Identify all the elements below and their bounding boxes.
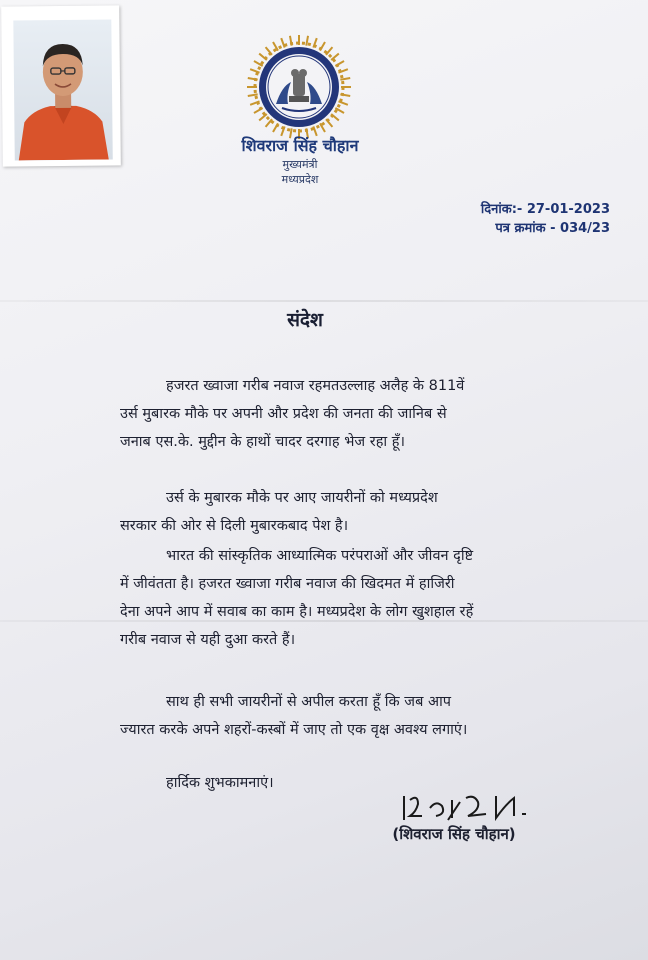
portrait-photo-icon bbox=[13, 19, 112, 160]
letter-date: दिनांक:- 27-01-2023 bbox=[480, 202, 610, 217]
paragraph-line: भारत की सांस्कृतिक आध्यात्मिक परंपराओं और जीवन दृष्टि bbox=[166, 548, 474, 564]
paragraph-3 bbox=[120, 542, 550, 654]
emblem-ray bbox=[340, 78, 350, 80]
paragraph-4 bbox=[120, 688, 550, 744]
emblem-ray bbox=[326, 47, 332, 55]
letter-meta bbox=[410, 200, 610, 238]
designation-text: मुख्यमंत्री bbox=[282, 158, 318, 171]
state-text: मध्यप्रदेश bbox=[281, 173, 319, 186]
paragraph-line: में जीवंतता है। हजरत ख्वाजा गरीब नवाज की खिदमत में हाजिरी bbox=[120, 576, 455, 592]
paragraph-line: देना अपने आप में सवाब का काम है। मध्यप्रदेश के लोग खुशहाल रहें bbox=[120, 604, 474, 620]
closing-greeting: हार्दिक शुभकामनाएं। bbox=[166, 775, 274, 791]
paragraph-line: साथ ही सभी जायरीनों से अपील करता हूँ कि जब आप bbox=[166, 694, 452, 710]
paper-fold bbox=[0, 300, 648, 302]
portrait-illustration bbox=[13, 19, 112, 160]
emblem-ray bbox=[266, 119, 272, 127]
letter-number: पत्र क्रमांक - 034/23 bbox=[495, 221, 610, 236]
paragraph-line: सरकार की ओर से दिली मुबारकबाद पेश है। bbox=[120, 518, 349, 534]
emblem-ray bbox=[281, 38, 284, 47]
paragraph-2 bbox=[120, 484, 550, 540]
emblem-ray bbox=[331, 54, 339, 60]
paragraph-line: गरीब नवाज से यही दुआ करते हैं। bbox=[120, 632, 296, 648]
madhya-pradesh-emblem-icon bbox=[246, 34, 352, 140]
emblem-ray bbox=[259, 114, 267, 120]
emblem-ray bbox=[250, 69, 259, 72]
paragraph-line: उर्स के मुबारक मौके पर आए जायरीनों को मध्यप्रदेश bbox=[166, 490, 438, 506]
signatory-name: (शिवराज सिंह चौहान) bbox=[392, 825, 516, 843]
paragraph-line: हजरत ख्वाजा गरीब नवाज रहमतउल्लाह अलैह के 811वें bbox=[166, 378, 465, 394]
emblem-ray bbox=[248, 94, 258, 96]
sender-designation bbox=[200, 157, 400, 187]
emblem-ray bbox=[306, 36, 308, 46]
paragraph-line: उर्स मुबारक मौके पर अपनी और प्रदेश की जनता की जानिब से bbox=[120, 406, 447, 422]
emblem-ray bbox=[338, 101, 347, 104]
paragraph-line: ज्यारत करके अपने शहरों-कस्बों में जाए तो एक वृक्ष अवश्य लगाएं। bbox=[120, 722, 468, 738]
handwritten-signature bbox=[396, 790, 556, 824]
sender-name: शिवराज सिंह चौहान bbox=[241, 136, 359, 155]
portrait-photo bbox=[1, 5, 121, 166]
paragraph-line: जनाब एस.के. मुद्दीन के हाथों चादर दरगाह भेज रहा हूँ। bbox=[120, 434, 405, 450]
emblem-graphic bbox=[246, 34, 352, 140]
paragraph-1 bbox=[120, 372, 550, 456]
signature-scrawl bbox=[396, 790, 556, 824]
letter-title: संदेश bbox=[287, 309, 323, 331]
